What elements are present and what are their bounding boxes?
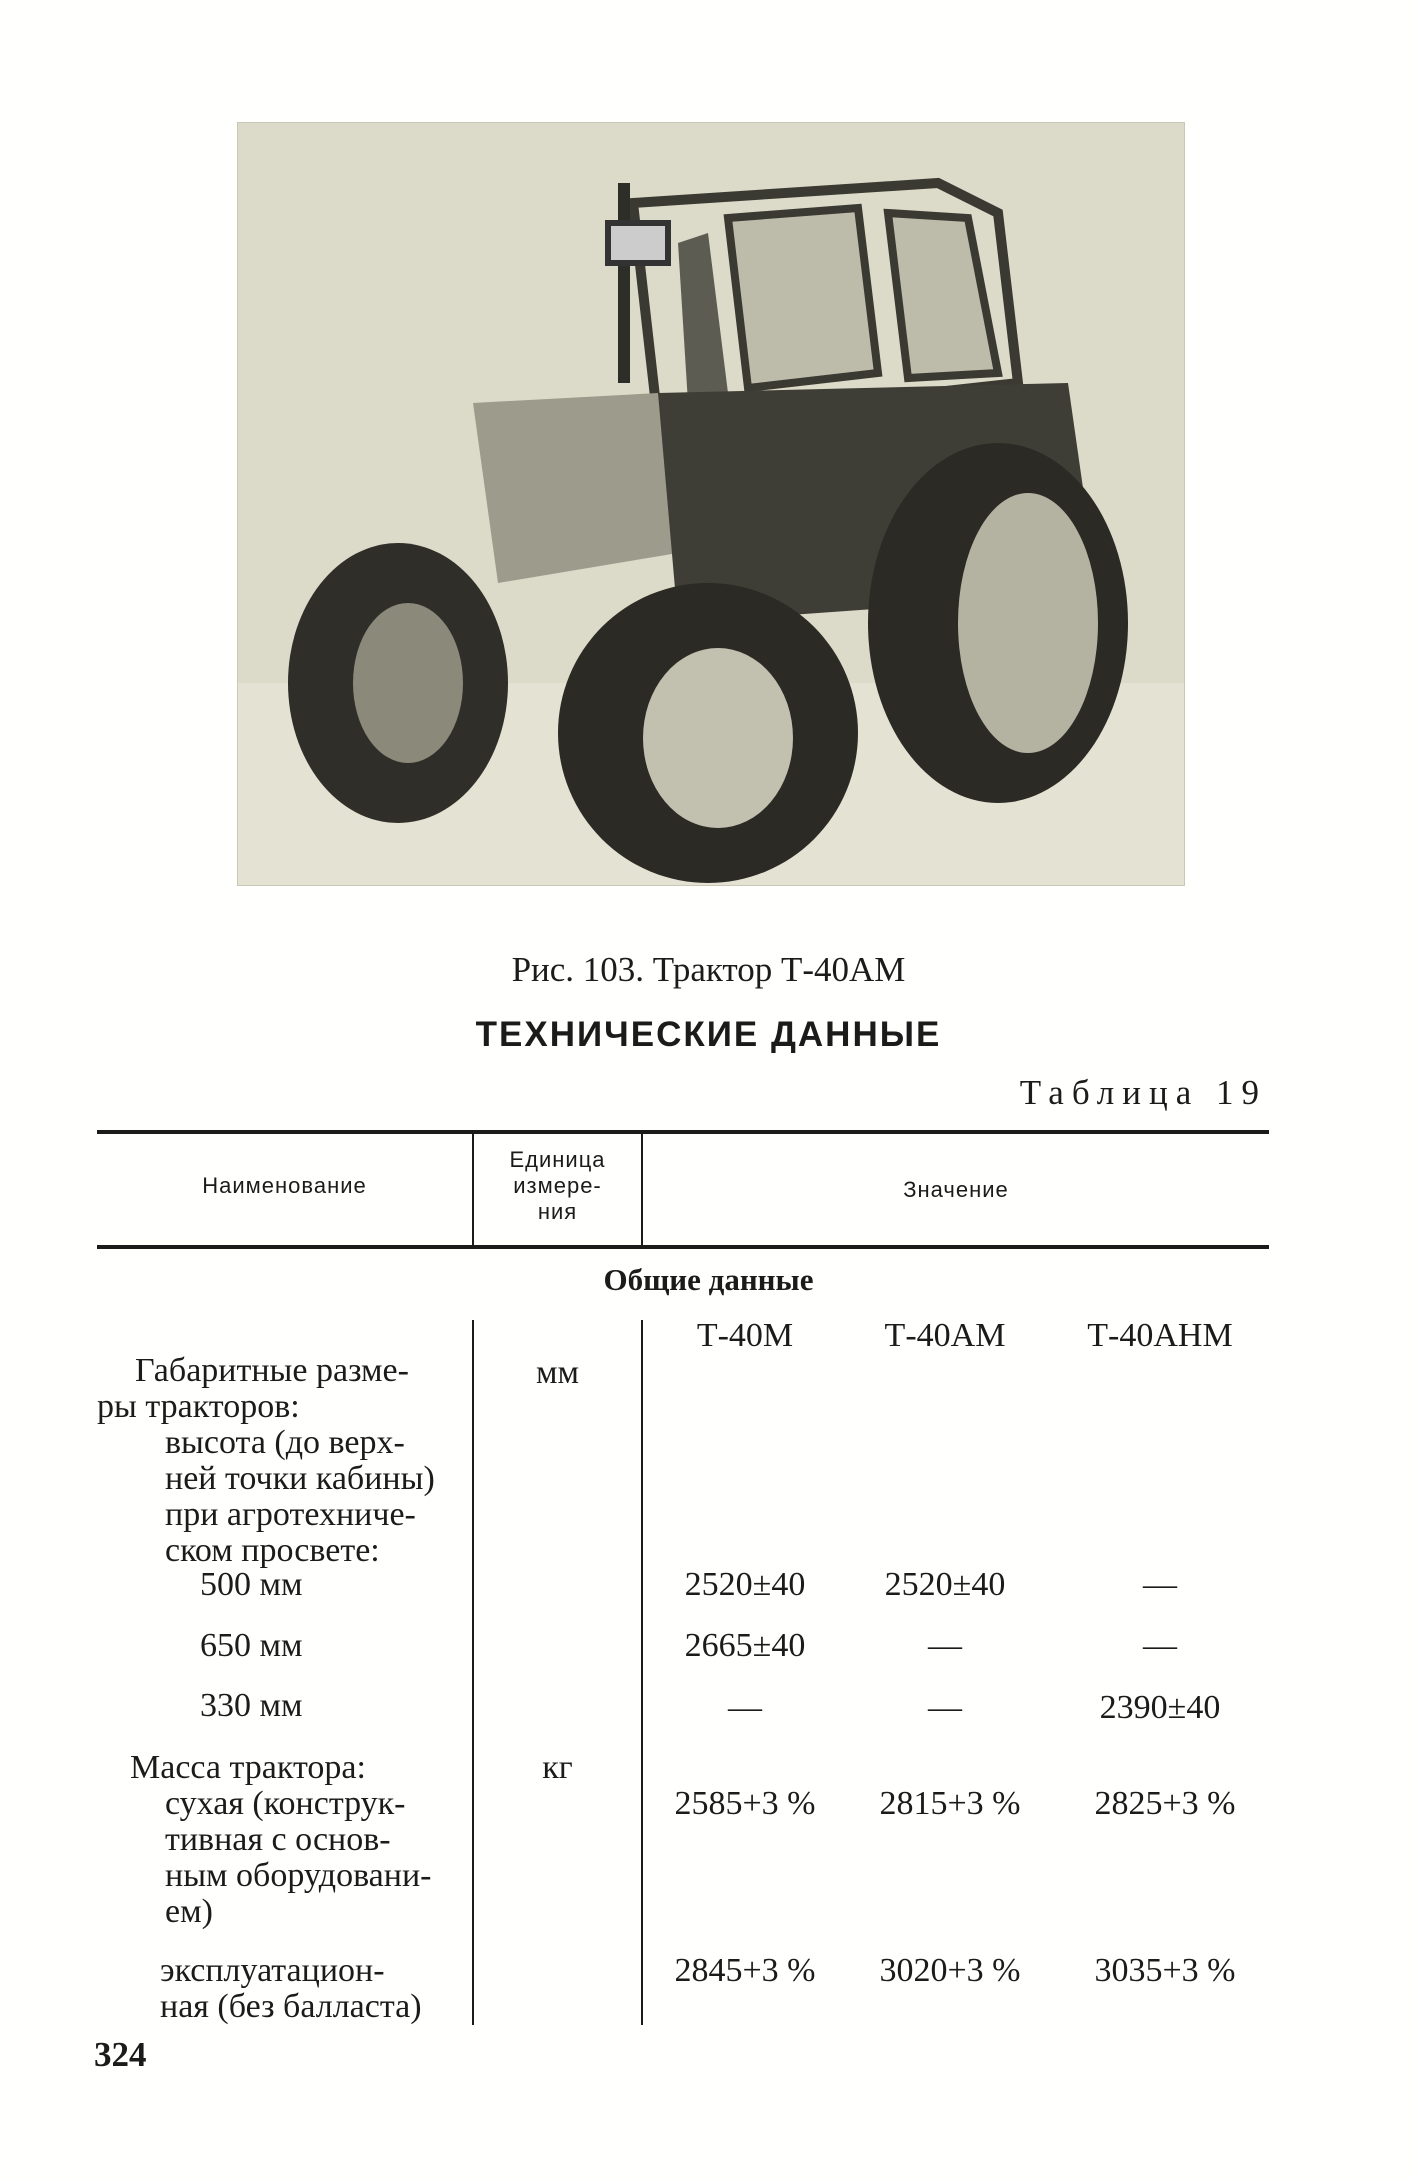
- row-500-t40am: 2520±40: [884, 1566, 1006, 1603]
- dimensions-unit: мм: [535, 1354, 580, 1391]
- row-330-t40anm: 2390±40: [1099, 1689, 1221, 1726]
- row-650-t40am: —: [928, 1627, 962, 1664]
- row-650-t40m: 2665±40: [684, 1627, 806, 1664]
- mass-op-t40m: 2845+3 %: [674, 1952, 816, 1989]
- tractor-photo: [237, 122, 1185, 886]
- dimensions-sub-2: ней точки кабины): [165, 1460, 435, 1497]
- row-500-t40anm: —: [1143, 1566, 1177, 1603]
- model-t40m: Т-40М: [696, 1317, 794, 1354]
- row-650-label: 650 мм: [200, 1627, 303, 1664]
- row-330-label: 330 мм: [200, 1687, 303, 1724]
- row-330-t40am: —: [928, 1689, 962, 1726]
- mass-op-t40am: 3020+3 %: [879, 1952, 1021, 1989]
- mass-dry-t40am: 2815+3 %: [879, 1785, 1021, 1822]
- mass-dry-4: ем): [165, 1893, 213, 1930]
- mass-op-1: эксплуатацион-: [160, 1952, 385, 1989]
- table-top-rule: [97, 1130, 1269, 1134]
- header-value: Значение: [903, 1177, 1009, 1202]
- model-t40am: Т-40АМ: [884, 1317, 1006, 1354]
- dimensions-title-2: ры тракторов:: [97, 1388, 300, 1425]
- figure-caption: Рис. 103. Трактор Т-40АМ: [511, 950, 906, 989]
- row-650-t40anm: —: [1143, 1627, 1177, 1664]
- mass-dry-2: тивная с основ-: [165, 1821, 391, 1858]
- table-header-rule: [97, 1245, 1269, 1249]
- mass-op-2: ная (без балласта): [160, 1988, 422, 2025]
- dimensions-sub-4: ском просвете:: [165, 1532, 380, 1569]
- page-heading: ТЕХНИЧЕСКИЕ ДАННЫЕ: [475, 1015, 942, 1054]
- dimensions-sub-3: при агротехниче-: [165, 1496, 416, 1533]
- row-500-t40m: 2520±40: [684, 1566, 806, 1603]
- mass-dry-t40m: 2585+3 %: [674, 1785, 816, 1822]
- body-divider-2: [641, 1320, 643, 2025]
- model-t40anm: Т-40АНМ: [1087, 1317, 1233, 1354]
- header-name: Наименование: [202, 1173, 367, 1198]
- row-330-t40m: —: [728, 1689, 762, 1726]
- table-label: Таблица 19: [1019, 1073, 1267, 1112]
- tractor-photo-icon: [238, 123, 1184, 885]
- dimensions-title-1: Габаритные разме-: [135, 1352, 409, 1389]
- mass-title: Масса трактора:: [130, 1749, 366, 1786]
- page-number: 324: [94, 2035, 147, 2074]
- body-divider-1: [472, 1320, 474, 2025]
- mass-dry-3: ным оборудовани-: [165, 1857, 432, 1894]
- mass-dry-t40anm: 2825+3 %: [1094, 1785, 1236, 1822]
- mass-unit: кг: [542, 1749, 573, 1786]
- dimensions-sub-1: высота (до верх-: [165, 1424, 405, 1461]
- mass-op-t40anm: 3035+3 %: [1094, 1952, 1236, 1989]
- header-unit-line2: измере-: [513, 1173, 602, 1198]
- header-unit-line3: ния: [537, 1199, 578, 1224]
- mass-dry-1: сухая (конструк-: [165, 1785, 406, 1822]
- section-title: Общие данные: [603, 1262, 814, 1297]
- row-500-label: 500 мм: [200, 1566, 303, 1603]
- header-unit-line1: Единица: [509, 1147, 606, 1172]
- header-unit: [474, 1147, 641, 1225]
